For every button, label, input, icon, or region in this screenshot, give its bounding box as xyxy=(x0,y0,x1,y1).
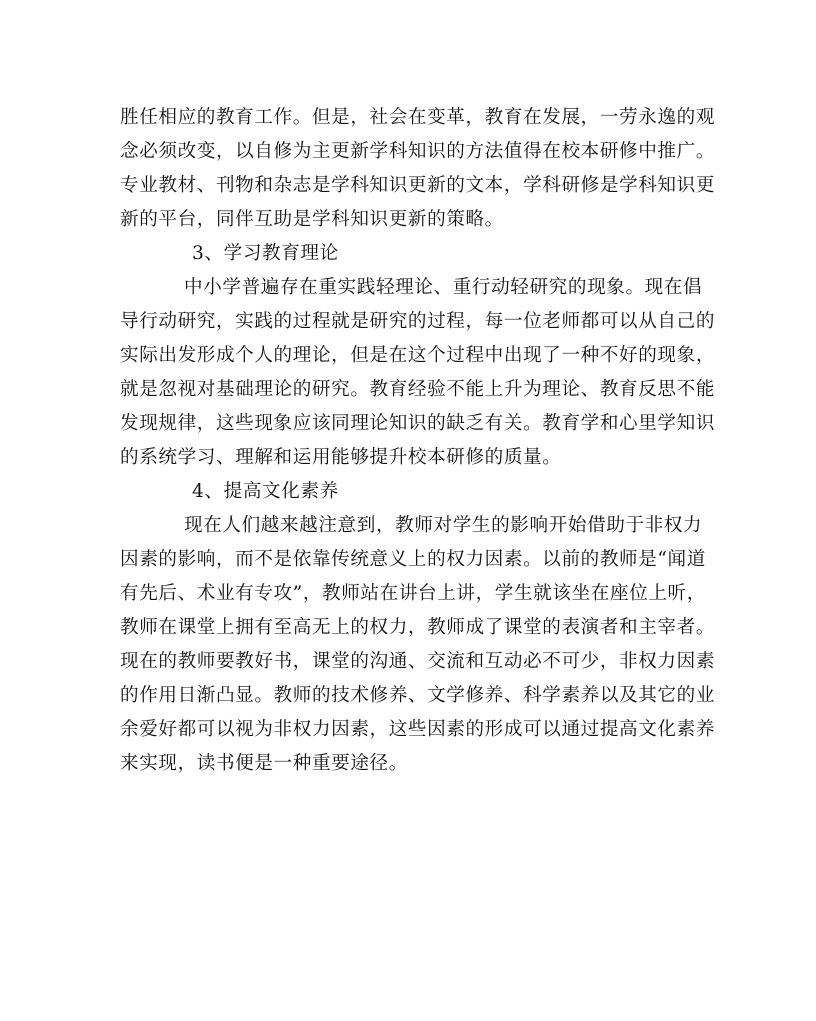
paragraph-line: 来实现，读书便是一种重要途径。 xyxy=(120,753,408,774)
paragraph-line: 实际出发形成个人的理论，但是在这个过程中出现了一种不好的现象， xyxy=(120,345,716,366)
paragraph-line: 胜任相应的教育工作。但是，社会在变革，教育在发展，一劳永逸的观 xyxy=(120,107,716,128)
section-heading: 3、学习教育理论 xyxy=(192,243,339,264)
paragraph-line: 新的平台，同伴互助是学科知识更新的策略。 xyxy=(120,209,504,230)
paragraph-line: 现在人们越来越注意到，教师对学生的影响开始借助于非权力 xyxy=(184,515,703,536)
paragraph-line: 专业教材、刊物和杂志是学科知识更新的文本，学科研修是学科知识更 xyxy=(120,175,716,196)
paragraph-line: 念必须改变，以自修为主更新学科知识的方法值得在校本研修中推广。 xyxy=(120,141,716,162)
paragraph-line: 现在的教师要教好书，课堂的沟通、交流和互动必不可少，非权力因素 xyxy=(120,651,716,672)
paragraph-line: 的系统学习、理解和运用能够提升校本研修的质量。 xyxy=(120,447,562,468)
paragraph-line: 就是忽视对基础理论的研究。教育经验不能上升为理论、教育反思不能 xyxy=(120,379,716,400)
paragraph-line: 中小学普遍存在重实践轻理论、重行动轻研究的现象。现在倡 xyxy=(184,277,703,298)
paragraph-line: 因素的影响，而不是依靠传统意义上的权力因素。以前的教师是“闻道 xyxy=(120,549,706,570)
section-heading: 4、提高文化素养 xyxy=(192,481,339,502)
paragraph-line: 余爱好都可以视为非权力因素，这些因素的形成可以通过提高文化素养 xyxy=(120,719,716,740)
paragraph-line: 的作用日渐凸显。教师的技术修养、文学修养、科学素养以及其它的业 xyxy=(120,685,716,706)
paragraph-line: 发现规律，这些现象应该同理论知识的缺乏有关。教育学和心里学知识 xyxy=(120,413,716,434)
paragraph-line: 有先后、术业有专攻”，教师站在讲台上讲，学生就该坐在座位上听， xyxy=(120,583,706,604)
paragraph-line: 教师在课堂上拥有至高无上的权力，教师成了课堂的表演者和主宰者。 xyxy=(120,617,716,638)
document-body xyxy=(120,101,716,781)
paragraph-line: 导行动研究，实践的过程就是研究的过程，每一位老师都可以从自己的 xyxy=(120,311,716,332)
